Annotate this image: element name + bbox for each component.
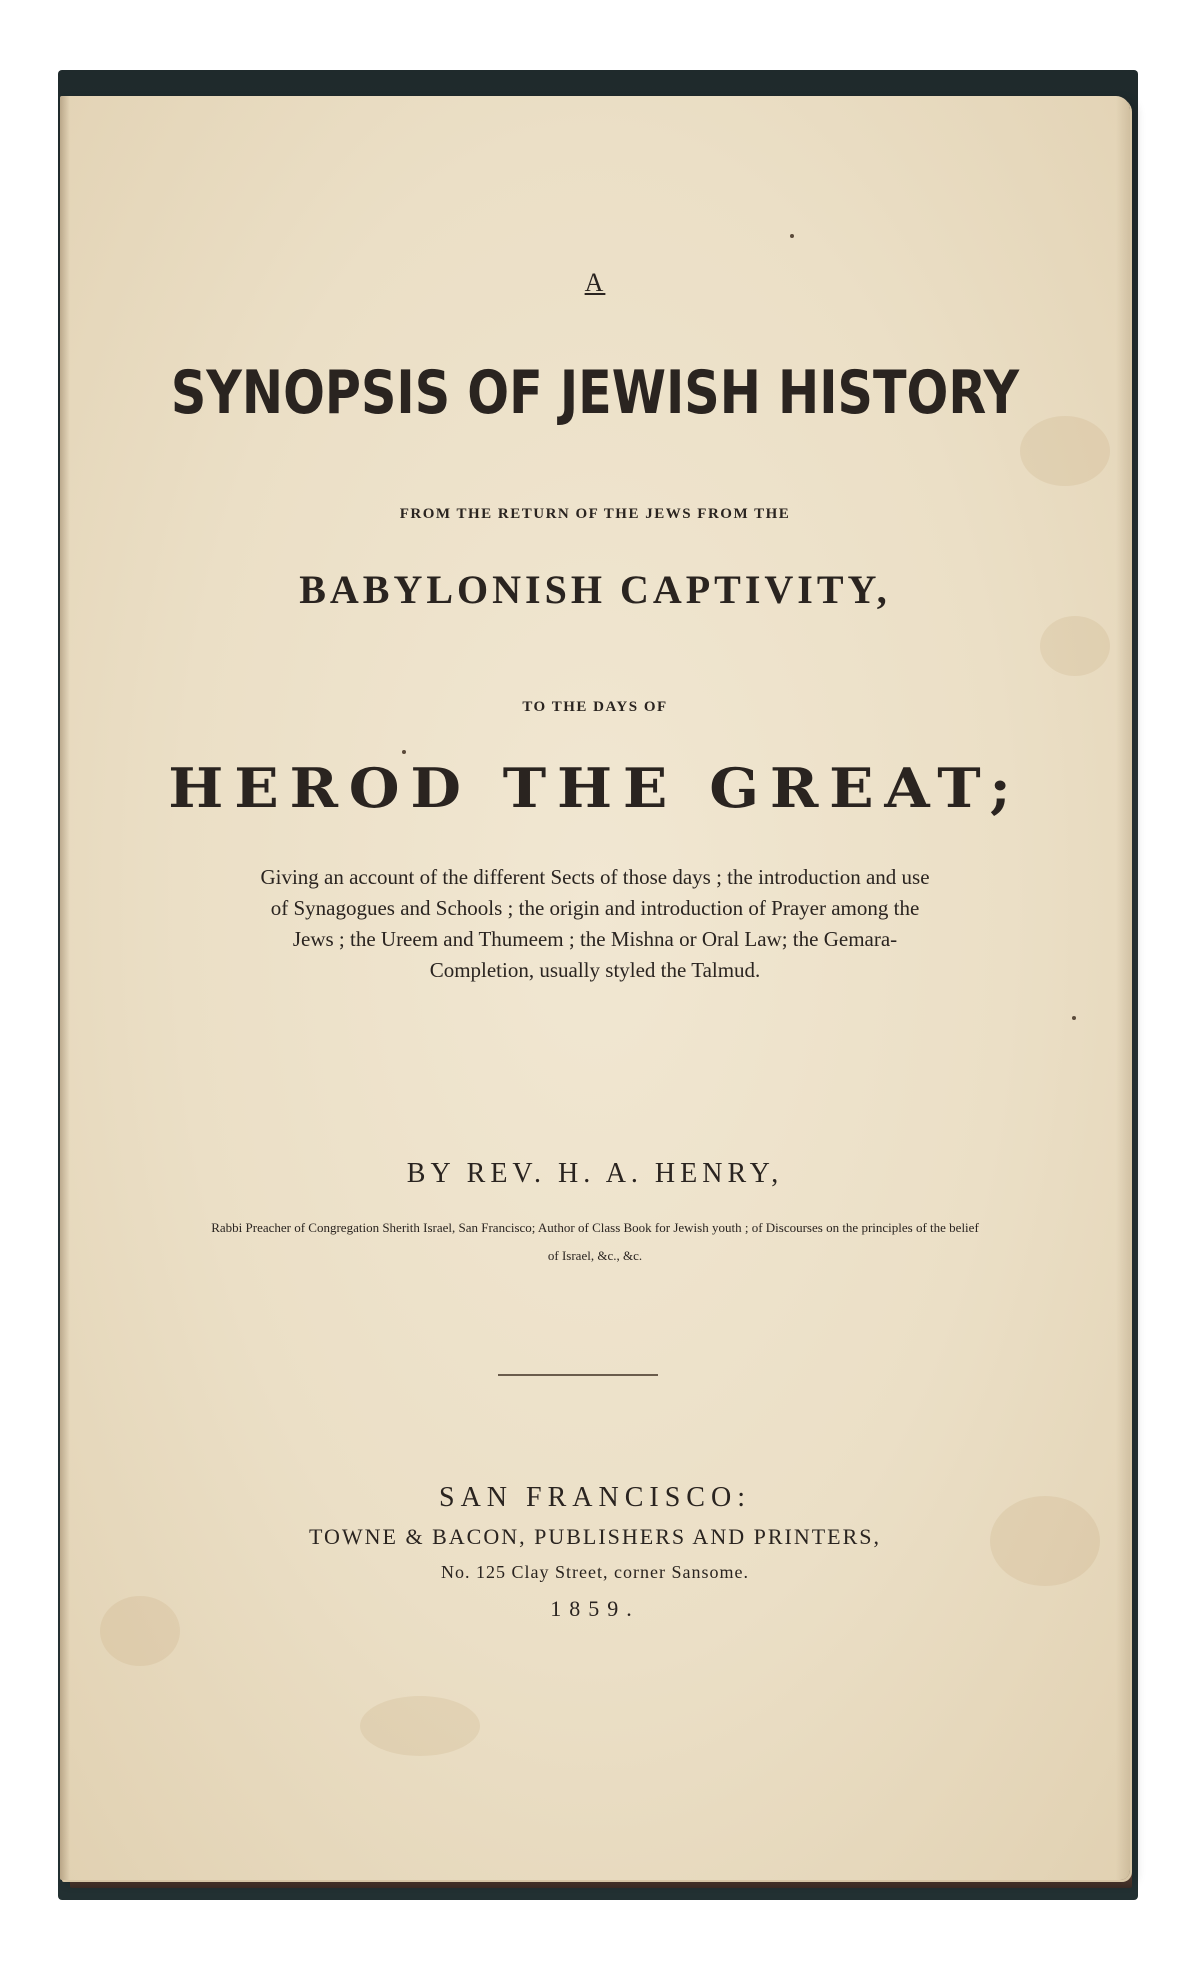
ink-speck <box>402 750 406 754</box>
imprint-year: 1859. <box>550 1596 640 1621</box>
ink-speck <box>790 234 794 238</box>
imprint-publisher: TOWNE & BACON, PUBLISHERS AND PRINTERS, <box>308 1524 882 1549</box>
imprint-city: SAN FRANCISCO: <box>439 1482 751 1513</box>
imprint-address: No. 125 Clay Street, corner Sansome. <box>441 1562 749 1582</box>
ink-speck <box>1072 1016 1076 1020</box>
herod-heading: HEROD THE GREAT; <box>168 756 1022 820</box>
divider-rule <box>498 1374 658 1376</box>
foxing-spot <box>1040 616 1110 676</box>
to-line: TO THE DAYS OF <box>522 699 668 715</box>
author-byline: BY REV. H. A. HENRY, <box>406 1158 784 1189</box>
title-article: A <box>584 268 606 297</box>
author-credentials: Rabbi Preacher of Congregation Sherith Israel, San Francisco; Author of Class Book for Jewish youth ; of Discourses on the principles of the belief of Israel, &c., &c. <box>211 1220 979 1263</box>
title-page <box>60 96 1130 1880</box>
foxing-spot <box>360 1696 480 1756</box>
captivity-heading: BABYLONISH CAPTIVITY, <box>299 567 891 612</box>
main-title: SYNOPSIS OF JEWISH HISTORY <box>170 358 1020 428</box>
from-line: FROM THE RETURN OF THE JEWS FROM THE <box>399 506 791 522</box>
description-paragraph: Giving an account of the different Sects of those days ; the introduction and use of Synagogues and Schools ; the origin and introduction of Prayer among the Jews ; the Ureem and Thumeem ; the Mishna or Oral Law; the Gemara-Completion, usually styled the Talmud. <box>260 865 930 982</box>
